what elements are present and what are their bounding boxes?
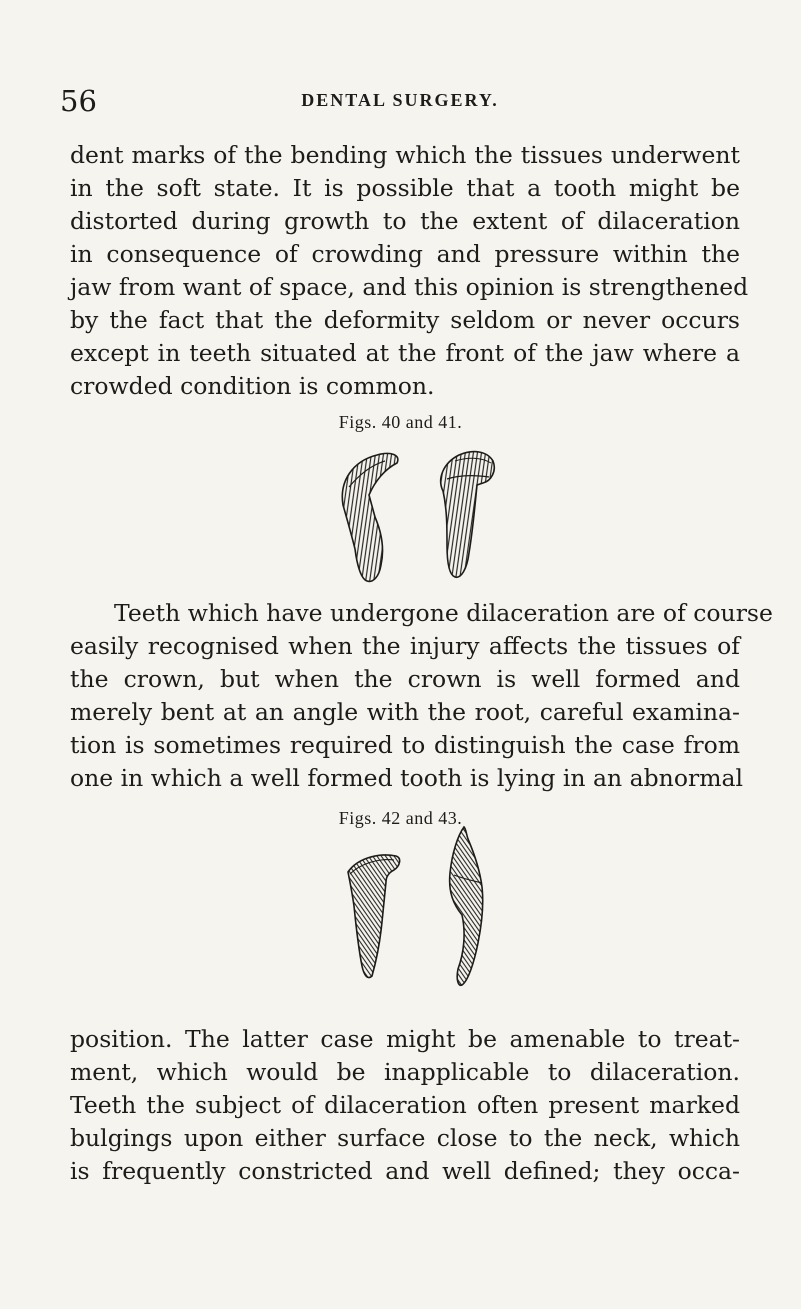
paragraph-3: [70, 1023, 740, 1188]
text-line: ment, which would be inapplicable to dilaceration.: [70, 1058, 740, 1086]
paragraph-2: [70, 597, 773, 795]
tooth-illustration-fig-43: [428, 823, 508, 993]
text-line: in consequence of crowding and pressure within the: [70, 240, 740, 268]
page-number: 56: [60, 84, 97, 118]
text-line: dent marks of the bending which the tissues underwent: [70, 141, 740, 169]
paragraph-1: [70, 139, 749, 403]
figure-caption-40-41: Figs. 40 and 41.: [338, 412, 463, 432]
figure-caption-42-43: Figs. 42 and 43.: [338, 808, 463, 828]
text-line: except in teeth situated at the front of the jaw where a: [70, 339, 740, 367]
text-line: Teeth the subject of dilaceration often present marked: [70, 1091, 740, 1119]
text-line: Teeth which have undergone dilaceration are of course: [114, 599, 773, 627]
text-line: bulgings upon either surface close to the neck, which: [70, 1124, 740, 1152]
tooth-illustration-fig-41: [425, 445, 505, 585]
page-header: [60, 84, 740, 118]
text-line: easily recognised when the injury affects the tissues of: [70, 632, 740, 660]
text-line: in the soft state. It is possible that a tooth might be: [70, 174, 740, 202]
text-line: the crown, but when the crown is well formed and: [70, 665, 740, 693]
tooth-illustration-fig-40: [335, 447, 415, 587]
tooth-illustration-fig-42: [336, 842, 416, 982]
text-line: distorted during growth to the extent of dilaceration: [70, 207, 740, 235]
text-line: is frequently constricted and well defined; they occa-: [70, 1157, 740, 1185]
text-line: jaw from want of space, and this opinion is strengthened: [70, 273, 749, 301]
text-line: by the fact that the deformity seldom or never occurs: [70, 306, 740, 334]
text-line: crowded condition is common.: [70, 372, 435, 400]
text-line: position. The latter case might be amenable to treat-: [70, 1025, 740, 1053]
text-line: tion is sometimes required to distinguish the case from: [70, 731, 740, 759]
text-line: merely bent at an angle with the root, careful examina-: [70, 698, 740, 726]
running-title: DENTAL SURGERY.: [301, 90, 499, 110]
text-line: one in which a well formed tooth is lying in an abnormal: [70, 764, 744, 792]
